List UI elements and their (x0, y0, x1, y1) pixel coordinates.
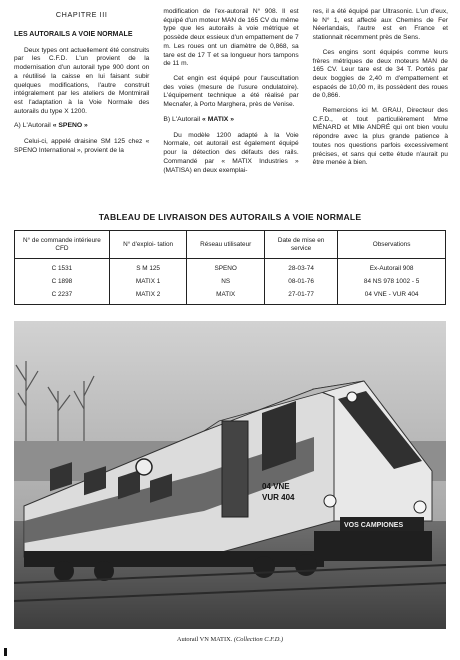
table-cell: C 2237 (15, 288, 110, 305)
column-header: N° de commande intérieure CFD (15, 231, 110, 259)
text-column-2 (163, 8, 298, 208)
subsection-heading-b (163, 116, 298, 125)
caption-credit: (Collection C.F.D.) (233, 636, 284, 643)
table-row (15, 275, 446, 288)
cab-side-window (262, 401, 296, 471)
subsection-prefix: A) L'Autorail (14, 122, 51, 130)
table-cell: 84 NS 978 1002 - 5 (338, 275, 446, 288)
delivery-table-section (14, 212, 446, 305)
article-columns (14, 8, 448, 208)
table-cell: 28-03-74 (264, 259, 337, 276)
page-edge-mark (4, 648, 7, 656)
subsection-prefix: B) L'Autorail (163, 115, 201, 123)
table-row (15, 259, 446, 276)
table-cell: C 1531 (15, 259, 110, 276)
railcar-photo (14, 321, 446, 629)
logo-emblem (136, 459, 152, 475)
side-number-1: 04 VNE (262, 482, 290, 491)
table-cell: Ex-Autorail 908 (338, 259, 446, 276)
subsection-heading-a (14, 122, 149, 131)
paragraph: modification de l'ex-autorail N° 908. Il est équipé d'un moteur MAN de 165 CV du même type que les autorails à voie métrique et possède deux essieux d'un empattement de 7 m. Les roues ont un diamètre de 0,868, sa tare est de 17 T et sa longueur hors tampons de 11 m. (163, 8, 299, 68)
paragraph: Deux types ont actuellement été construits par les C.F.D. L'un provient de la modernisation d'un autorail type 900 dont on a réutilisé la caisse en lui faisant subir quelques modifications, l'autre construit intégralement par les ateliers de Montmirail est l'adaptation à la Voie Normale des autorails du type X 1200. (14, 46, 150, 115)
paragraph: Ces engins sont équipés comme leurs frères métriques de deux moteurs MAN de 165 CV. Leur tare est de 34 T. Portés par deux boggies de 2,40 m d'empattement et espacés de 10,00 m, ils possèdent des roues de 0,866. (312, 48, 448, 100)
table-cell: SPENO (187, 259, 265, 276)
paragraph: Cet engin est équipé pour l'auscultation des voies (mesure de l'usure ondulatoire). L'équipement technique a été réalisé par Mecnafer, à Porto Marghera, près de Venise. (163, 74, 299, 109)
front-headlight (414, 501, 426, 513)
front-banner-text: VOS CAMPIONES (344, 522, 404, 529)
table-title: TABLEAU DE LIVRAISON DES AUTORAILS A VOIE NORMALE (98, 212, 362, 222)
column-header: N° d'exploi- tation (109, 231, 187, 259)
caption-main: Autorail VN MATIX. (176, 636, 233, 643)
paragraph: Du modèle 1200 adapté à la Voie Normale, cet autorail est également équipé pour la détection des défauts des rails. Commandé par « MATIX Industries » (MATISA) en deux exemplai- (163, 131, 299, 174)
column-header: Réseau utilisateur (187, 231, 265, 259)
table-cell: NS (187, 275, 265, 288)
text-column-3 (313, 8, 448, 208)
table-header-row (15, 231, 446, 259)
table-cell: S M 125 (109, 259, 187, 276)
cab-door (222, 421, 248, 517)
section-title: LES AUTORAILS A VOIE NORMALE (14, 30, 133, 38)
table-cell: MATIX (187, 288, 265, 305)
table-row (15, 288, 446, 305)
roof-headlight (347, 392, 357, 402)
column-header: Observations (338, 231, 446, 259)
table-cell: MATIX 2 (109, 288, 187, 305)
column-header: Date de mise en service (264, 231, 337, 259)
paragraph: Remercions ici M. GRAU, Directeur des C.F.D., et tout particulièrement Mme MÉNARD et Mlle ANDRÉ qui ont bien voulu répondre avec la plus grande patience à toutes nos questions parfois excessivement précises, et sans qui cette étude n'aurait pu être menée à bien. (312, 107, 448, 167)
delivery-table (14, 230, 446, 305)
subsection-name: « SPENO » (52, 122, 88, 130)
photo-caption (0, 636, 460, 643)
paragraph: Celui-ci, appelé draisine SM 125 chez « SPENO International », provient de la (14, 138, 150, 155)
table-cell: 27-01-77 (264, 288, 337, 305)
table-cell: C 1898 (15, 275, 110, 288)
text-column-1 (14, 8, 149, 208)
paragraph: res, il a été équipé par Ultrasonic. L'un d'eux, le N° 1, est affecté aux Chemins de Fer Néerlandais, l'autre est en France et stationnait récemment près de Sens. (312, 8, 448, 42)
subsection-name: « MATIX » (202, 115, 235, 123)
chapter-heading: CHAPITRE III (55, 10, 108, 19)
railcar-illustration (14, 321, 446, 629)
table-cell: 08-01-76 (264, 275, 337, 288)
side-number-2: VUR 404 (262, 493, 295, 502)
table-cell: MATIX 1 (109, 275, 187, 288)
front-headlight (324, 495, 336, 507)
table-cell: 04 VNE - VUR 404 (338, 288, 446, 305)
